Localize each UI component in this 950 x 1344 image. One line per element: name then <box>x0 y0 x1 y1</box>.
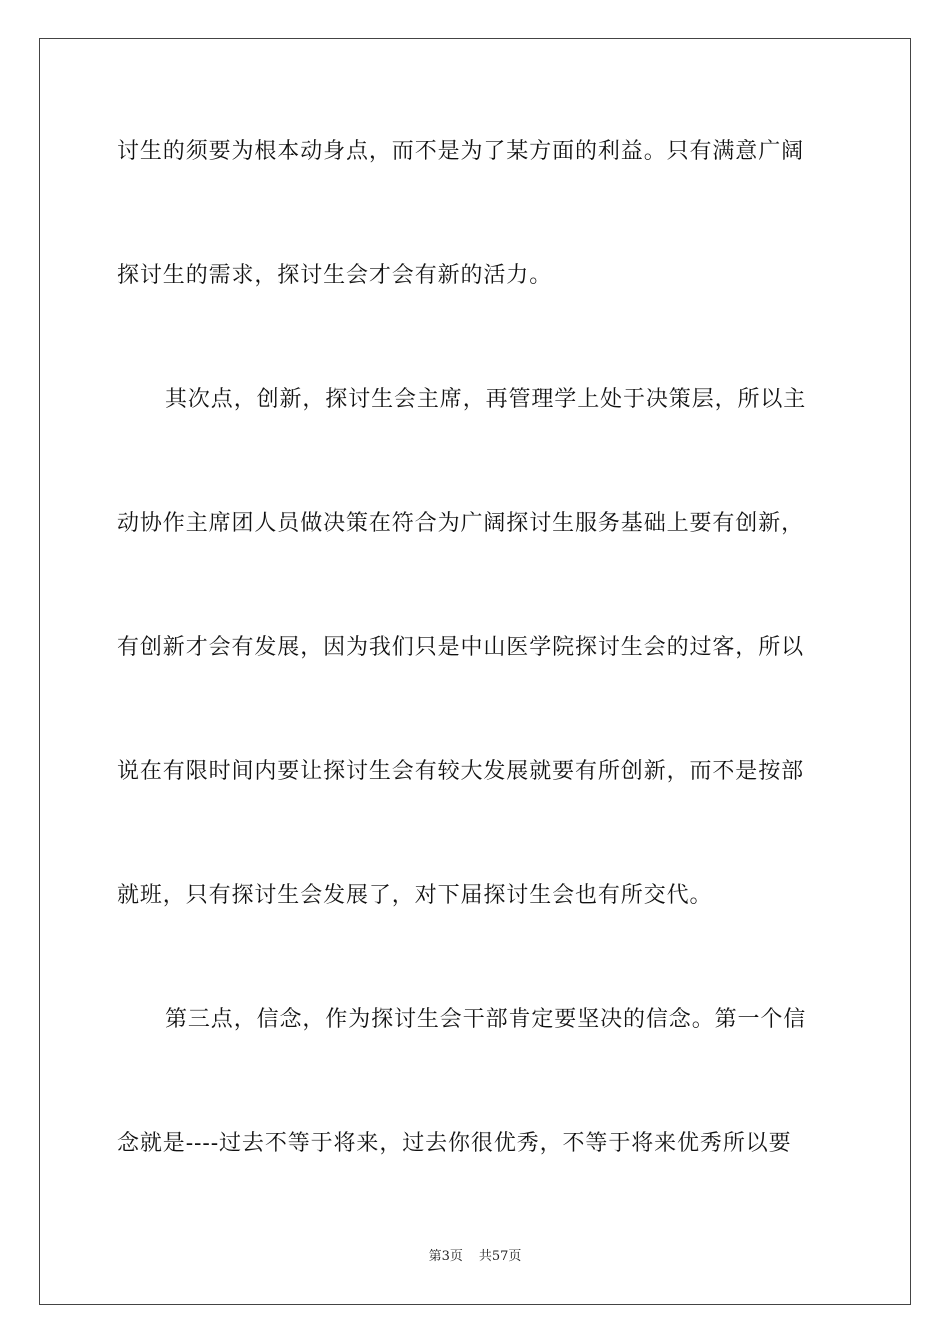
body-text-line: 探讨生的需求，探讨生会才会有新的活力。 <box>117 263 553 288</box>
paragraph-start-line: 第三点，信念，作为探讨生会干部肯定要坚决的信念。第一个信 <box>165 1007 807 1032</box>
page-footer <box>0 1248 950 1266</box>
body-text-line: 有创新才会有发展，因为我们只是中山医学院探讨生会的过客，所以 <box>117 635 805 660</box>
body-text-line: 就班，只有探讨生会发展了，对下届探讨生会也有所交代。 <box>117 883 713 908</box>
body-text-line: 说在有限时间内要让探讨生会有较大发展就要有所创新，而不是按部 <box>117 759 805 784</box>
paragraph-start-line: 其次点，创新，探讨生会主席，再管理学上处于决策层，所以主 <box>165 387 807 412</box>
page-border <box>39 38 911 1305</box>
body-text-line: 讨生的须要为根本动身点，而不是为了某方面的利益。只有满意广阔 <box>117 139 805 164</box>
body-text-line: 念就是----过去不等于将来，过去你很优秀，不等于将来优秀所以要 <box>117 1131 792 1156</box>
body-text-line: 动协作主席团人员做决策在符合为广阔探讨生服务基础上要有创新， <box>117 511 805 536</box>
current-page-number: 第3页 <box>428 1249 463 1264</box>
total-page-count: 共57页 <box>478 1249 522 1264</box>
